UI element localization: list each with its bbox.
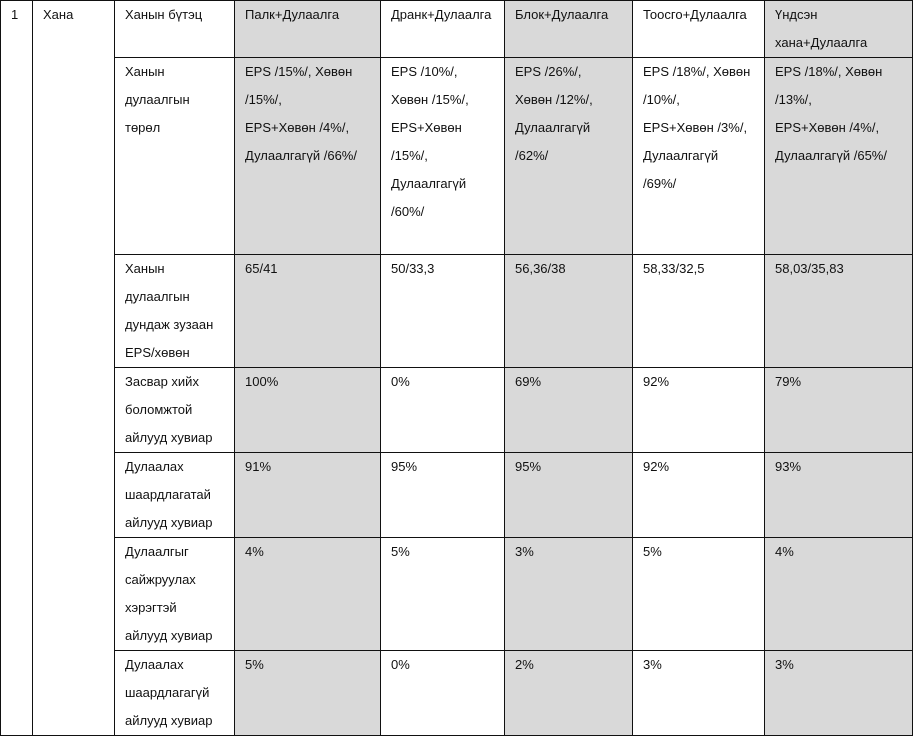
header-row <box>1 1 913 58</box>
value-cell <box>765 651 913 736</box>
row-label-cell <box>115 538 235 651</box>
value-line: 56,36/38 <box>515 261 566 276</box>
value-cell <box>633 538 765 651</box>
value-line: EPS+Хөвөн /4%/, <box>775 120 880 135</box>
header-col-4 <box>765 1 913 58</box>
header-col-0 <box>235 1 381 58</box>
row-label-line: төрөл <box>125 120 161 135</box>
value-line: 58,33/32,5 <box>643 261 705 276</box>
row-label-line: хэрэгтэй <box>125 600 177 615</box>
value-cell <box>381 453 505 538</box>
value-cell <box>765 58 913 255</box>
row-label-line: Дулаалах <box>125 657 184 672</box>
row-label-line: Засвар хийх <box>125 374 199 389</box>
row-number-cell <box>1 1 33 736</box>
value-cell <box>633 651 765 736</box>
header-col-0-line-0: Палк+Дулаалга <box>245 7 340 22</box>
row-label-cell <box>115 255 235 368</box>
value-line: /15%/, <box>391 148 428 163</box>
value-cell <box>235 453 381 538</box>
header-col-3 <box>633 1 765 58</box>
header-label: Ханын бүтэц <box>125 7 203 22</box>
value-cell <box>381 651 505 736</box>
table-row <box>1 368 913 453</box>
value-line: /15%/, <box>245 92 282 107</box>
value-cell <box>765 538 913 651</box>
row-label-line: EPS/хөвөн <box>125 345 190 360</box>
value-line: 92% <box>643 459 670 474</box>
value-cell <box>381 368 505 453</box>
row-label-cell <box>115 453 235 538</box>
value-line: 95% <box>515 459 542 474</box>
table-row <box>1 651 913 736</box>
value-line: Дулаалгагүй /65%/ <box>775 148 887 163</box>
row-label-line: Ханын <box>125 261 165 276</box>
value-line: /13%/, <box>775 92 812 107</box>
value-line: /60%/ <box>391 204 425 219</box>
value-line: 3% <box>775 657 794 672</box>
row-label-line: дулаалгын <box>125 92 190 107</box>
value-cell <box>381 538 505 651</box>
table-row <box>1 453 913 538</box>
row-group-label: Хана <box>43 7 74 22</box>
value-line: 92% <box>643 374 670 389</box>
value-cell <box>381 255 505 368</box>
row-label-cell <box>115 651 235 736</box>
row-label-line: айлууд хувиар <box>125 515 213 530</box>
value-line: 2% <box>515 657 534 672</box>
row-label-line: айлууд хувиар <box>125 713 213 728</box>
value-cell <box>505 58 633 255</box>
value-cell <box>765 255 913 368</box>
value-line: Дулаалгагүй /66%/ <box>245 148 357 163</box>
value-cell <box>765 453 913 538</box>
value-cell <box>235 255 381 368</box>
value-cell <box>381 58 505 255</box>
row-label-line: дундаж зузаан <box>125 317 214 332</box>
row-label-cell <box>115 58 235 255</box>
header-col-4-line-1: хана+Дулаалга <box>775 35 868 50</box>
value-line: EPS+Хөвөн /3%/, <box>643 120 748 135</box>
value-cell <box>505 255 633 368</box>
value-line: 5% <box>643 544 662 559</box>
value-line: 4% <box>775 544 794 559</box>
value-cell <box>765 368 913 453</box>
value-line: 100% <box>245 374 279 389</box>
value-line: 0% <box>391 374 410 389</box>
row-number: 1 <box>11 7 19 22</box>
value-line: Хөвөн /12%/, <box>515 92 593 107</box>
value-line: 79% <box>775 374 802 389</box>
value-line: EPS /10%/, <box>391 64 458 79</box>
value-cell <box>235 58 381 255</box>
value-line: 95% <box>391 459 418 474</box>
row-label-line: айлууд хувиар <box>125 430 213 445</box>
value-cell <box>505 651 633 736</box>
row-label-cell <box>115 368 235 453</box>
value-line: /69%/ <box>643 176 677 191</box>
header-col-1-line-0: Дранк+Дулаалга <box>391 7 492 22</box>
row-label-line: Ханын <box>125 64 165 79</box>
value-line: EPS /18%/, Хөвөн <box>775 64 883 79</box>
value-line: EPS+Хөвөн /4%/, <box>245 120 350 135</box>
value-line: 0% <box>391 657 410 672</box>
value-line: EPS /18%/, Хөвөн <box>643 64 751 79</box>
row-label-line: сайжруулах <box>125 572 196 587</box>
table-body <box>1 1 913 736</box>
value-line: EPS /26%/, <box>515 64 582 79</box>
value-cell <box>235 368 381 453</box>
value-line: 4% <box>245 544 264 559</box>
row-label-line: дулаалгын <box>125 289 190 304</box>
value-cell <box>505 453 633 538</box>
value-line: 69% <box>515 374 542 389</box>
row-label-line: Дулаалгыг <box>125 544 189 559</box>
row-label-line: шаардлагатай <box>125 487 211 502</box>
value-line: Дулаалгагүй <box>643 148 719 163</box>
value-line: EPS /15%/, Хөвөн <box>245 64 353 79</box>
row-label-line: боломжтой <box>125 402 193 417</box>
value-cell <box>235 538 381 651</box>
value-line: Хөвөн /15%/, <box>391 92 469 107</box>
header-label-cell <box>115 1 235 58</box>
value-line: 65/41 <box>245 261 278 276</box>
value-line: Дулаалгагүй <box>391 176 467 191</box>
value-cell <box>235 651 381 736</box>
row-group-cell <box>33 1 115 736</box>
value-line: 5% <box>245 657 264 672</box>
table-row <box>1 58 913 255</box>
value-line: 3% <box>515 544 534 559</box>
value-line: 5% <box>391 544 410 559</box>
value-line: 93% <box>775 459 802 474</box>
header-col-4-line-0: Үндсэн <box>775 7 818 22</box>
value-cell <box>633 453 765 538</box>
value-line: /62%/ <box>515 148 549 163</box>
value-line: /10%/, <box>643 92 680 107</box>
value-line: 3% <box>643 657 662 672</box>
value-cell <box>633 58 765 255</box>
value-line: 91% <box>245 459 272 474</box>
value-cell <box>505 368 633 453</box>
value-line: 50/33,3 <box>391 261 435 276</box>
table-row <box>1 538 913 651</box>
header-col-2 <box>505 1 633 58</box>
value-line: Дулаалгагүй <box>515 120 591 135</box>
value-cell <box>633 255 765 368</box>
value-cell <box>633 368 765 453</box>
value-cell <box>505 538 633 651</box>
row-label-line: айлууд хувиар <box>125 628 213 643</box>
value-line: 58,03/35,83 <box>775 261 844 276</box>
header-col-3-line-0: Тоосго+Дулаалга <box>643 7 747 22</box>
row-label-line: Дулаалах <box>125 459 184 474</box>
table-row <box>1 255 913 368</box>
header-col-1 <box>381 1 505 58</box>
header-col-2-line-0: Блок+Дулаалга <box>515 7 609 22</box>
row-label-line: шаардлагагүй <box>125 685 210 700</box>
value-line: EPS+Хөвөн <box>391 120 462 135</box>
